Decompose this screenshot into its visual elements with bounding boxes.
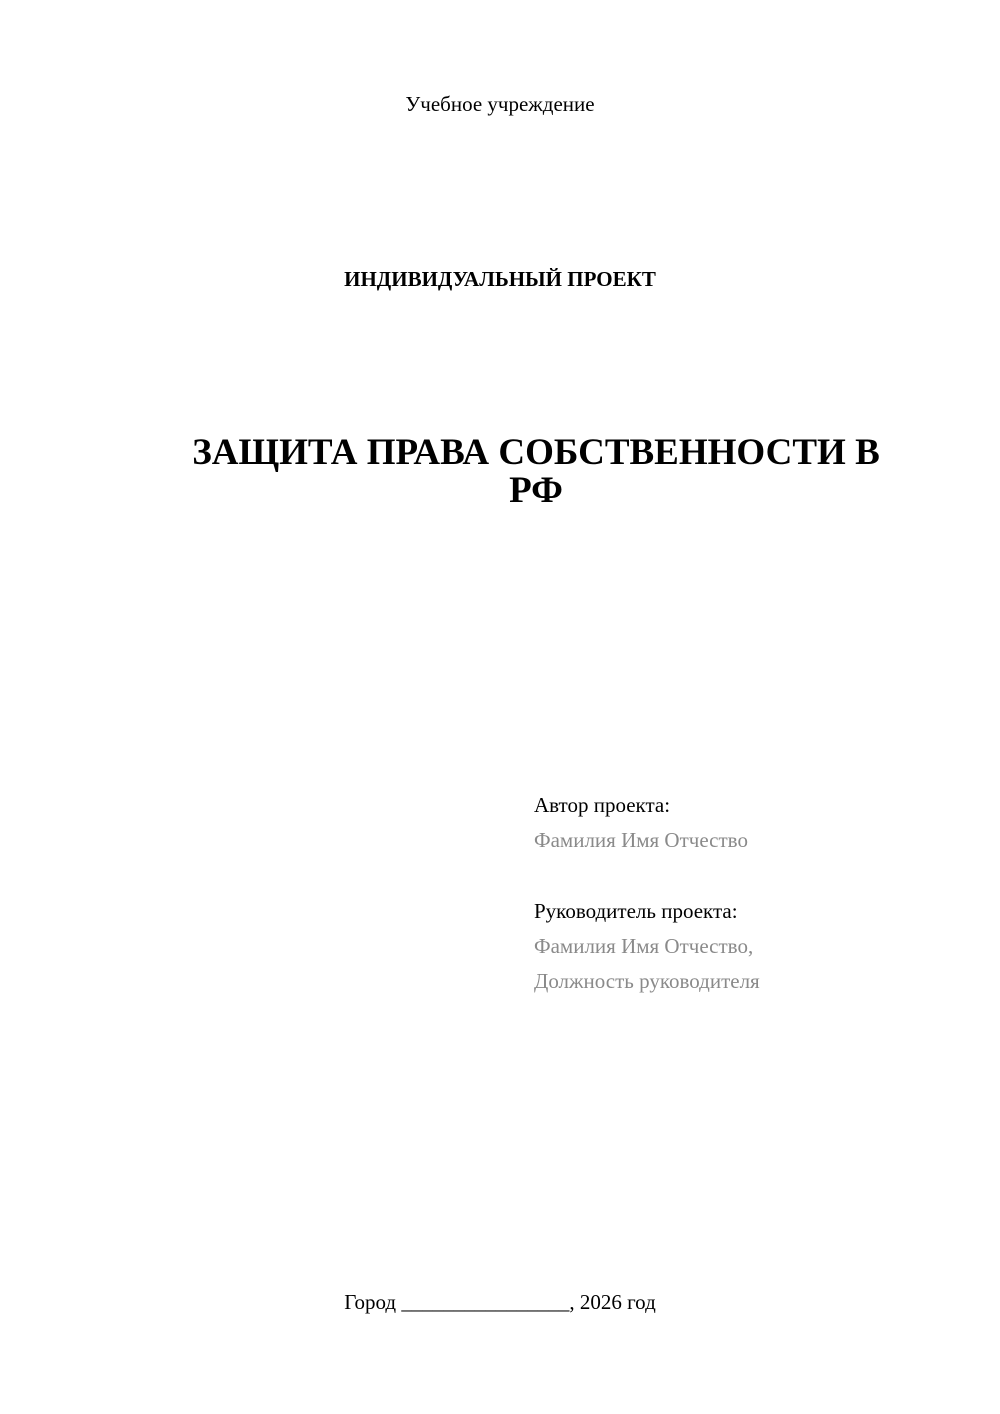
supervisor-name: Фамилия Имя Отчество, bbox=[534, 934, 754, 958]
project-title-line-2: РФ bbox=[509, 470, 563, 511]
project-title bbox=[150, 434, 922, 510]
signature-block bbox=[534, 788, 760, 999]
supervisor-position: Должность руководителя bbox=[534, 969, 760, 993]
project-type-heading: ИНДИВИДУАЛЬНЫЙ ПРОЕКТ bbox=[344, 267, 656, 291]
author-name: Фамилия Имя Отчество bbox=[534, 828, 748, 852]
supervisor-label: Руководитель проекта: bbox=[534, 899, 738, 923]
spacer bbox=[534, 858, 760, 894]
project-title-line-1: ЗАЩИТА ПРАВА СОБСТВЕННОСТИ В bbox=[192, 432, 880, 473]
institution-name: Учебное учреждение bbox=[405, 92, 595, 116]
city-year-line: Город ________________, 2026 год bbox=[344, 1290, 656, 1314]
author-label: Автор проекта: bbox=[534, 793, 671, 817]
